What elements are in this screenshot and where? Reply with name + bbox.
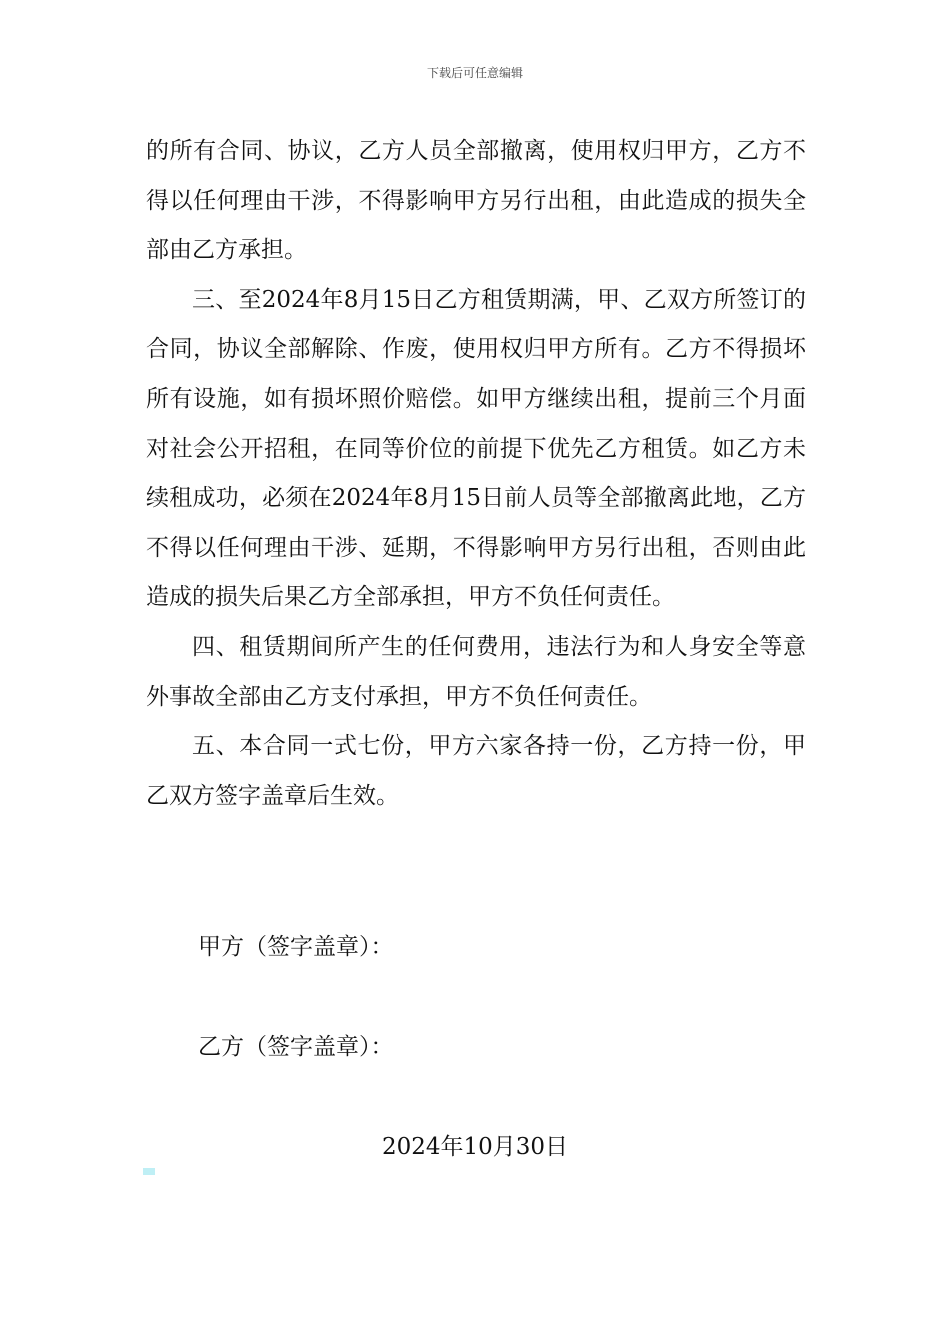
contract-body (146, 127, 806, 821)
party-a-signature-line: 甲方（签字盖章）： (198, 934, 394, 960)
paragraph-clause-3: 三、至2024年8月15日乙方租赁期满，甲、乙双方所签订的合同，协议全部解除、作废，使用权归甲方所有。乙方不得损坏所有设施，如有损坏照价赔偿。如甲方继续出租，提前三个月面对社会公开招租，在同等价位的前提下优先乙方租赁。如乙方未续租成功，必须在2024年8月15日前人员等全部撤离此地，乙方不得以任何理由干涉、延期，不得影响甲方另行出租，否则由此造成的损失后果乙方全部承担，甲方不负任何责任。 (146, 286, 806, 611)
cursor-marker (143, 1168, 155, 1175)
party-b-signature-line: 乙方（签字盖章）： (198, 1034, 394, 1060)
contract-date: 2024年10月30日 (381, 1134, 569, 1160)
page-header-note: 下载后可任意编辑 (426, 66, 523, 80)
paragraph-clause-5: 五、本合同一式七份，甲方六家各持一份，乙方持一份，甲乙双方签字盖章后生效。 (146, 733, 806, 809)
paragraph-continuation: 的所有合同、协议，乙方人员全部撤离，使用权归甲方，乙方不得以任何理由干涉，不得影响甲方另行出租，由此造成的损失全部由乙方承担。 (146, 138, 806, 264)
paragraph-clause-4: 四、租赁期间所产生的任何费用，违法行为和人身安全等意外事故全部由乙方支付承担，甲方不负任何责任。 (146, 633, 806, 710)
